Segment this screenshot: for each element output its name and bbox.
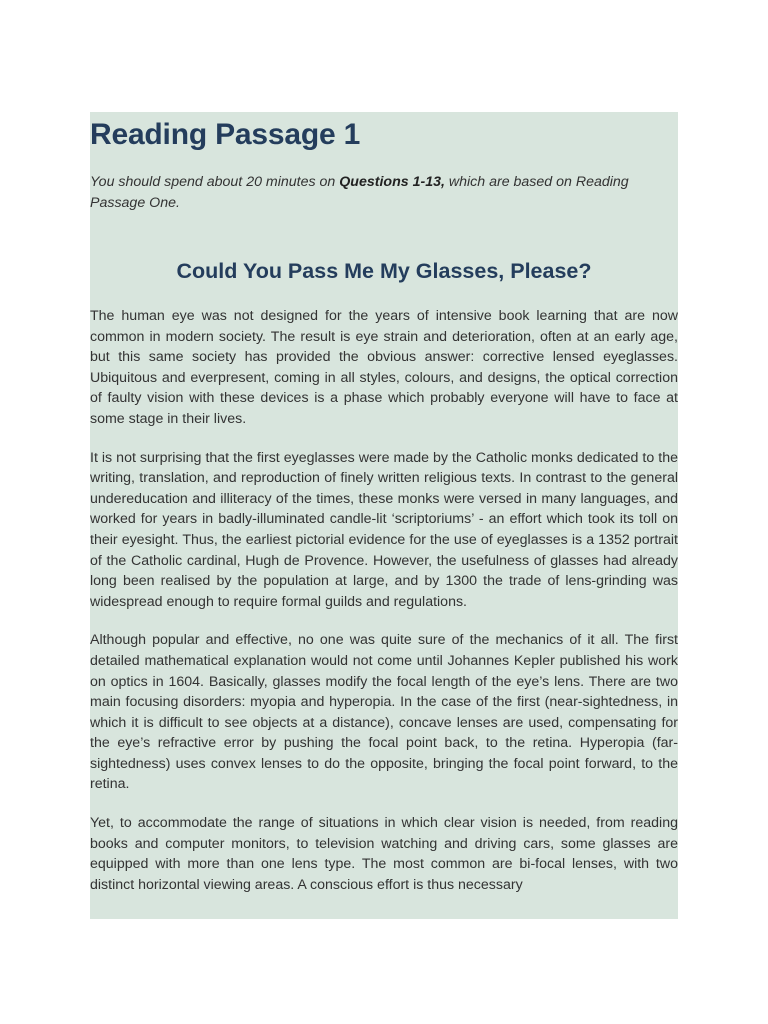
instruction-text [90,172,678,213]
paragraph-3: Although popular and effective, no one was quite sure of the mechanics of it all. The first detailed mathematical explanation would not come until Johannes Kepler published his work on optics in 1604. Basically, glasses modify the focal length of the eye’s lens. There are two main focusing disorders: myopia and hyperopia. In the case of the first (near-sightedness, in which it is difficult to see objects at a distance), concave lenses are used, compensating for the eye’s refractive error by pushing the focal point back, to the retina. Hyperopia (far-sightedness) uses convex lenses to do the opposite, bringing the focal point forward, to the retina. [90,632,678,793]
passage-title: Could You Pass Me My Glasses, Please? [176,259,592,283]
instruction-suffix: which are based on Reading Passage One. [90,174,629,211]
reading-passage-panel [90,112,678,919]
instruction-prefix: You should spend about 20 minutes on [90,174,340,190]
paragraph-1: The human eye was not designed for the years of intensive book learning that are now common in modern society. The result is eye strain and deterioration, often at an early age, but this same society has provided the obvious answer: corrective lensed eyeglasses. Ubiquitous and everpresent, coming in all styles, colours, and designs, the optical correction of faulty vision with these devices is a phase which probably everyone will have to face at some stage in their lives. [90,308,678,427]
paragraph-4: Yet, to accommodate the range of situations in which clear vision is needed, from reading books and computer monitors, to television watching and driving cars, some glasses are equipped with more than one lens type. The most common are bi-focal lenses, with two distinct horizontal viewing areas. A conscious effort is thus necessary [90,815,678,893]
paragraph-2: It is not surprising that the first eyeglasses were made by the Catholic monks dedicated to the writing, translation, and reproduction of finely written religious texts. In contrast to the general undereducation and illiteracy of the times, these monks were versed in many languages, and worked for years in badly-illuminated candle-lit ‘scriptoriums’ - an effort which took its toll on their eyesight. Thus, the earliest pictorial evidence for the use of eyeglasses is a 1352 portrait of the Catholic cardinal, Hugh de Provence. However, the usefulness of glasses had already long been realised by the population at large, and by 1300 the trade of lens-grinding was widespread enough to require formal guilds and regulations. [90,449,678,610]
instruction-questions: Questions 1-13, [339,174,445,190]
page-title: Reading Passage 1 [90,118,361,151]
